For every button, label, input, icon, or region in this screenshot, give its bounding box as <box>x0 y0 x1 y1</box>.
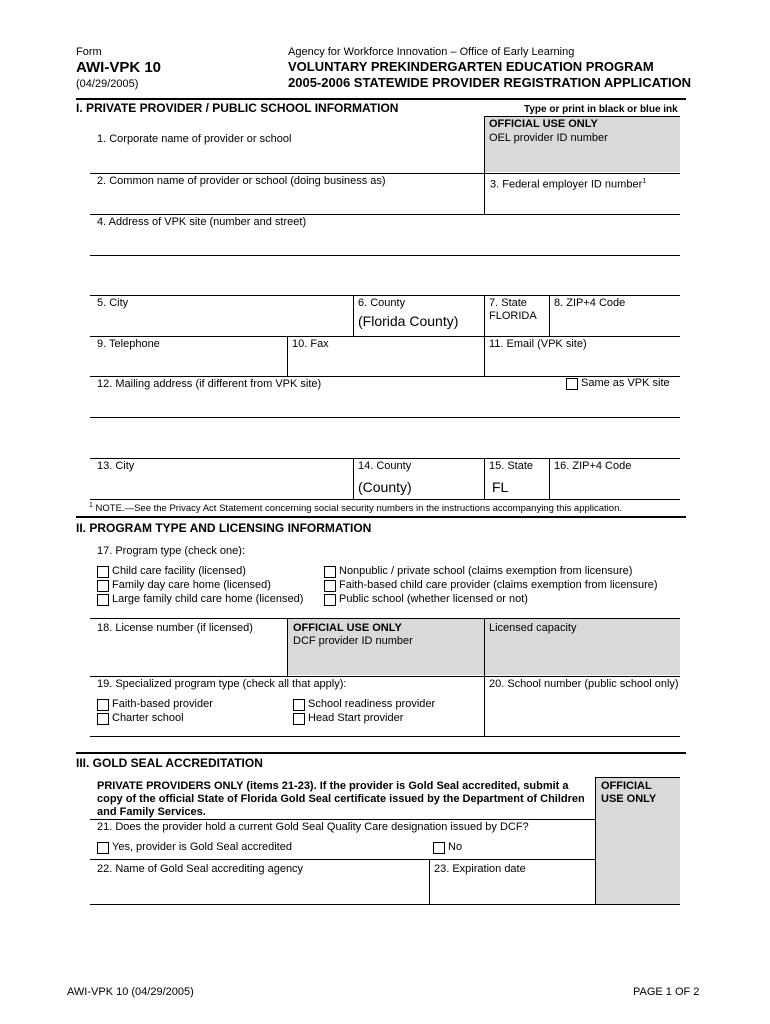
section3-heading: III. GOLD SEAL ACCREDITATION <box>76 756 263 770</box>
state-value: FLORIDA <box>489 310 537 322</box>
mailing-county-value[interactable]: (County) <box>358 479 412 495</box>
spec-head-start[interactable]: Head Start provider <box>293 712 403 725</box>
field-2-label: 2. Common name of provider or school (doing business as) <box>97 175 386 187</box>
ink-instruction: Type or print in black or blue ink <box>524 104 678 115</box>
gold-seal-yes[interactable]: Yes, provider is Gold Seal accredited <box>97 841 292 854</box>
mailing-zip-field[interactable] <box>552 474 678 498</box>
field-13-label: 13. City <box>97 460 135 472</box>
field-5-label: 5. City <box>97 297 129 309</box>
field-19-label: 19. Specialized program type (check all that apply): <box>97 678 347 690</box>
program-type-public-school[interactable]: Public school (whether licensed or not) <box>324 593 528 606</box>
checkbox-box[interactable] <box>97 594 109 606</box>
program-type-child-care[interactable]: Child care facility (licensed) <box>97 565 246 578</box>
fax-field[interactable] <box>290 351 482 375</box>
field-7-label: 7. State <box>489 297 527 309</box>
field-3-label: 3. Federal employer ID number$^1$ <box>490 178 647 191</box>
agency-name: Agency for Workforce Innovation – Office of Early Learning <box>288 46 575 58</box>
mailing-address-field-line2[interactable] <box>92 420 678 456</box>
corporate-name-field[interactable] <box>92 146 480 172</box>
vpk-address-field-line2[interactable] <box>92 258 678 294</box>
checkbox-box[interactable] <box>97 699 109 711</box>
field-14-label: 14. County <box>358 460 412 472</box>
school-number-field[interactable] <box>488 706 678 734</box>
checkbox-box[interactable] <box>293 713 305 725</box>
field-10-label: 10. Fax <box>292 338 329 350</box>
field-18-label: 18. License number (if licensed) <box>97 622 253 634</box>
field-15-label: 15. State <box>489 460 534 472</box>
checkbox-box[interactable] <box>433 842 445 854</box>
expiration-date-field[interactable] <box>432 877 592 903</box>
privacy-note: $^1$ NOTE.—See the Privacy Act Statement concerning social security numbers in the instructions accompanying this application. <box>89 502 622 515</box>
section1-heading: I. PRIVATE PROVIDER / PUBLIC SCHOOL INFORMATION <box>76 101 399 115</box>
field-21-label: 21. Does the provider hold a current Gold Seal Quality Care designation issued by DCF? <box>97 821 529 833</box>
spec-faith-based[interactable]: Faith-based provider <box>97 698 213 711</box>
county-value[interactable]: (Florida County) <box>358 313 459 329</box>
field-17-label: 17. Program type (check one): <box>97 545 245 557</box>
official-use-label-2: OFFICIAL USE ONLY <box>293 622 402 634</box>
oel-id-label: OEL provider ID number <box>489 132 608 144</box>
mailing-state-value[interactable]: FL <box>492 479 509 495</box>
fein-field[interactable] <box>488 188 678 214</box>
form-label: Form <box>76 46 102 58</box>
checkbox-box[interactable] <box>293 699 305 711</box>
field-12-label: 12. Mailing address (if different from VPK site) <box>97 378 322 390</box>
checkbox-box[interactable] <box>566 378 578 390</box>
page-number: PAGE 1 OF 2 <box>633 986 700 998</box>
field-11-label: 11. Email (VPK site) <box>489 338 587 350</box>
field-20-label: 20. School number (public school only) <box>489 678 679 690</box>
field-6-label: 6. County <box>358 297 406 309</box>
section2-heading: II. PROGRAM TYPE AND LICENSING INFORMATION <box>76 521 372 535</box>
form-date: (04/29/2005) <box>76 78 139 90</box>
gold-seal-agency-field[interactable] <box>92 877 426 903</box>
program-type-nonpublic-school[interactable]: Nonpublic / private school (claims exemption from licensure) <box>324 565 632 578</box>
header-rule <box>76 98 686 100</box>
email-field[interactable] <box>488 351 678 375</box>
field-22-label: 22. Name of Gold Seal accrediting agency <box>97 863 304 875</box>
program-type-faith-based[interactable]: Faith-based child care provider (claims exemption from licensure) <box>324 579 658 592</box>
checkbox-box[interactable] <box>97 842 109 854</box>
mailing-address-field[interactable] <box>92 392 678 416</box>
field-8-label: 8. ZIP+4 Code <box>554 297 626 309</box>
capacity-label: Licensed capacity <box>489 622 577 634</box>
common-name-field[interactable] <box>92 188 480 214</box>
city-field[interactable] <box>92 310 350 334</box>
checkbox-box[interactable] <box>97 713 109 725</box>
form-number: AWI-VPK 10 <box>76 59 162 76</box>
zip-field[interactable] <box>552 310 678 334</box>
field-16-label: 16. ZIP+4 Code <box>554 460 632 472</box>
dcf-id-label: DCF provider ID number <box>293 635 413 647</box>
checkbox-box[interactable] <box>324 566 336 578</box>
private-providers-note: PRIVATE PROVIDERS ONLY (items 21-23). If the provider is Gold Seal accredited, submit a copy of the official State of Florida Gold Seal certificate issued by the Department of Children and Family Services. <box>97 780 585 818</box>
field-1-label: 1. Corporate name of provider or school <box>97 133 292 145</box>
form-title-line1: VOLUNTARY PREKINDERGARTEN EDUCATION PROGRAM <box>288 59 654 74</box>
checkbox-box[interactable] <box>97 566 109 578</box>
gold-seal-no[interactable]: No <box>433 841 462 854</box>
program-type-large-family[interactable]: Large family child care home (licensed) <box>97 593 303 606</box>
spec-school-readiness[interactable]: School readiness provider <box>293 698 435 711</box>
mailing-city-field[interactable] <box>92 474 350 498</box>
vpk-address-field[interactable] <box>92 230 678 254</box>
telephone-field[interactable] <box>92 351 284 375</box>
footer-form-id: AWI-VPK 10 (04/29/2005) <box>67 986 194 998</box>
field-9-label: 9. Telephone <box>97 338 160 350</box>
checkbox-box[interactable] <box>324 594 336 606</box>
checkbox-box[interactable] <box>324 580 336 592</box>
form-title-line2: 2005-2006 STATEWIDE PROVIDER REGISTRATION APPLICATION <box>288 75 692 90</box>
official-use-label: OFFICIAL USE ONLY <box>489 118 598 130</box>
field-4-label: 4. Address of VPK site (number and street) <box>97 216 307 228</box>
field-23-label: 23. Expiration date <box>434 863 526 875</box>
checkbox-box[interactable] <box>97 580 109 592</box>
same-as-vpk-checkbox[interactable]: Same as VPK site <box>566 377 670 390</box>
official-use-label-3: OFFICIAL USE ONLY <box>601 780 657 805</box>
license-number-field[interactable] <box>92 636 284 674</box>
program-type-family-day-care[interactable]: Family day care home (licensed) <box>97 579 271 592</box>
spec-charter-school[interactable]: Charter school <box>97 712 184 725</box>
